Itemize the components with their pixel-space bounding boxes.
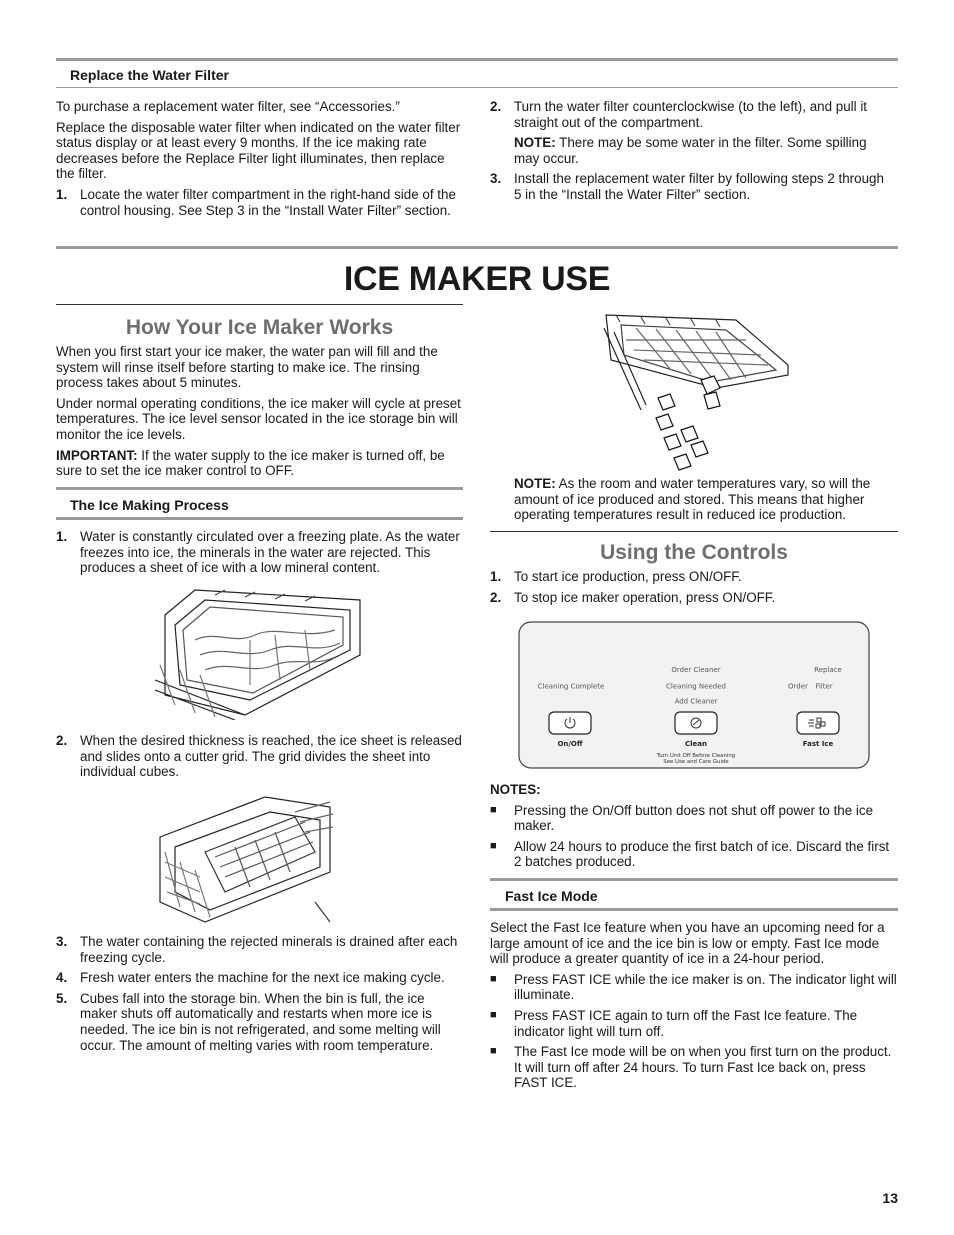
step-text: Water is constantly circulated over a freezing plate. As the water freezes into ice, the minerals in the water are rejected. This produces a sheet of ice with a low mineral content.: [80, 529, 460, 576]
how-heading: How Your Ice Maker Works: [125, 316, 394, 339]
step-text: Fresh water enters the machine for the next ice making cycle.: [80, 970, 445, 986]
fast-heading: Fast Ice Mode: [505, 888, 598, 904]
step-text: Turn the water filter counterclockwise (to the left), and pull it straight out of the compartment.: [514, 99, 868, 130]
step-number: 1.: [490, 569, 502, 584]
step-text: Install the replacement water filter by following steps 2 through 5 in the “Install the Water Filter” section.: [514, 171, 884, 202]
note-text: As the room and water temperatures vary, so will the amount of ice produced and stored. This means that higher operating temperatures result in reduced ice production.: [514, 476, 871, 523]
step-number: 2.: [490, 99, 502, 114]
how-important: [56, 448, 463, 479]
list-item: [490, 1044, 898, 1091]
bullet-icon: ■: [490, 972, 497, 985]
note-text: Allow 24 hours to produce the first batch of ice. Discard the first 2 batches produced.: [514, 838, 890, 870]
step-number: 1.: [56, 186, 68, 202]
list-item: [56, 187, 461, 218]
list-item: [56, 934, 463, 965]
top-rule: [56, 58, 898, 61]
step-number: 3.: [490, 171, 502, 187]
filter-paragraph-1: To purchase a replacement water filter, see “Accessories.”: [56, 99, 400, 114]
list-item: [490, 99, 895, 166]
step-number: 4.: [56, 970, 68, 986]
note-label: NOTE:: [514, 476, 556, 491]
step-text: The water containing the rejected minerals is drained after each freezing cycle.: [80, 934, 458, 965]
bullet-text: Press FAST ICE while the ice maker is on. The indicator light will illuminate.: [514, 971, 897, 1003]
clean-label: Clean: [685, 740, 707, 748]
control-panel: [518, 621, 872, 771]
how-top-rule: [56, 304, 463, 305]
filter-paragraph-2: Replace the disposable water filter when indicated on the water filter status display or at least every 9 months. If the ice making rate decreases before the Replace Filter light illuminates, then replace the filter.: [56, 119, 461, 182]
page-number: 13: [882, 1190, 898, 1206]
step-number: 2.: [56, 733, 68, 748]
process-bottom-rule: [56, 517, 463, 520]
controls-heading: Using the Controls: [600, 541, 788, 564]
fast-bottom-rule: [490, 908, 898, 911]
process-heading: The Ice Making Process: [70, 497, 229, 513]
list-item: [490, 1008, 898, 1039]
clean-button[interactable]: [675, 712, 717, 734]
important-text: If the water supply to the ice maker is turned off, be sure to set the ice maker control to OFF.: [56, 447, 445, 479]
fast-ice-button[interactable]: [797, 712, 839, 734]
right-note-paragraph: [514, 476, 897, 523]
list-item: [56, 991, 463, 1053]
clean-note-line-1: Turn Unit Off Before Cleaning: [656, 753, 736, 759]
list-item: [490, 972, 898, 1003]
list-item: [490, 171, 895, 202]
list-item: [490, 839, 898, 870]
step-number: 3.: [56, 934, 68, 949]
list-item: [56, 529, 463, 576]
ice-cubes-illustration: [596, 310, 792, 475]
step-number: 5.: [56, 990, 68, 1006]
notes-label: NOTES:: [490, 782, 541, 797]
onoff-button[interactable]: [549, 712, 591, 734]
cleaning-complete-label: Cleaning Complete: [537, 682, 605, 691]
bullet-icon: ■: [490, 803, 497, 816]
onoff-label: On/Off: [557, 740, 583, 748]
note-text: There may be some water in the filter. Some spilling may occur.: [514, 135, 867, 166]
step-number: 2.: [490, 589, 502, 605]
filter-heading-rule: [56, 87, 898, 88]
notes-heading: [490, 782, 898, 798]
controls-steps: [490, 569, 898, 610]
list-item: [56, 970, 463, 986]
bullet-icon: ■: [490, 1008, 497, 1021]
fast-paragraph: Select the Fast Ice feature when you have an upcoming need for a large amount of ice and the ice bin is low or empty. Fast Ice mode will produce a greater quantity of ice in a 24-hour period.: [490, 920, 885, 967]
list-item: [490, 569, 898, 585]
list-item: [490, 803, 898, 834]
step-text: Cubes fall into the storage bin. When the bin is full, the ice maker shuts off automatically and restarts when more ice is needed. The ice bin is not refrigerated, and some melting will occur. The amount of melting varies with room temperature.: [80, 990, 441, 1053]
filter-left-column: [56, 99, 461, 223]
bullet-icon: ■: [490, 839, 497, 852]
process-step-1: [56, 529, 463, 581]
cleaning-needed-label: Cleaning Needed: [666, 682, 726, 691]
step-text: To stop ice maker operation, press ON/OFF.: [514, 589, 776, 605]
filter-steps-right: [490, 99, 895, 203]
fast-ice-label: Fast Ice: [802, 740, 834, 748]
how-paragraph-1: When you first start your ice maker, the water pan will fill and the system will rinse itself before starting to make ice. The rinsing process takes about 5 minutes.: [56, 344, 438, 391]
list-item: [490, 590, 898, 606]
filter-note: [514, 135, 895, 166]
how-body: [56, 344, 463, 484]
filter-right-column: [490, 99, 895, 208]
fast-body: [490, 920, 898, 1096]
clean-note-line-2: See Use and Care Guide: [663, 759, 729, 765]
note-label: NOTE:: [514, 135, 556, 151]
right-note: [514, 476, 897, 528]
cutter-grid-illustration: [155, 792, 335, 926]
important-label: IMPORTANT:: [56, 447, 138, 463]
how-paragraph-2: Under normal operating conditions, the ice maker will cycle at preset temperatures. The ice level sensor located in the ice storage bin will monitor the ice levels.: [56, 395, 461, 442]
order-label: Order: [788, 682, 808, 691]
process-steps-3-5: [56, 934, 463, 1058]
freezing-plate-illustration: [155, 585, 365, 720]
step-number: 1.: [56, 529, 68, 544]
controls-notes: [490, 782, 898, 875]
bullet-text: The Fast Ice mode will be on when you first turn on the product. It will turn off after 24 hours. To turn Fast Ice back on, press FAST ICE.: [514, 1044, 892, 1091]
step-text: To start ice production, press ON/OFF.: [514, 569, 742, 584]
list-item: [56, 733, 463, 780]
bullet-text: Press FAST ICE again to turn off the Fast Ice feature. The indicator light will turn off.: [514, 1007, 858, 1039]
page-title: ICE MAKER USE: [343, 260, 611, 298]
note-text: Pressing the On/Off button does not shut off power to the ice maker.: [514, 802, 874, 834]
fast-top-rule: [490, 878, 898, 881]
add-cleaner-label: Add Cleaner: [674, 697, 718, 706]
step-text: Locate the water filter compartment in the right-hand side of the control housing. See Step 3 in the “Install Water Filter” section.: [80, 186, 456, 218]
order-cleaner-label: Order Cleaner: [671, 666, 721, 674]
process-step-2: [56, 733, 463, 785]
bullet-icon: ■: [490, 1045, 497, 1058]
process-top-rule: [56, 487, 463, 490]
replace-label: Replace: [814, 666, 842, 674]
filter-label: Filter: [815, 682, 833, 691]
filter-steps-left: [56, 187, 461, 218]
filter-heading: Replace the Water Filter: [70, 67, 229, 83]
step-text: When the desired thickness is reached, the ice sheet is released and slides onto a cutter grid. The grid divides the sheet into individual cubes.: [80, 733, 462, 780]
controls-top-rule: [490, 531, 898, 532]
title-top-rule: [56, 246, 898, 249]
